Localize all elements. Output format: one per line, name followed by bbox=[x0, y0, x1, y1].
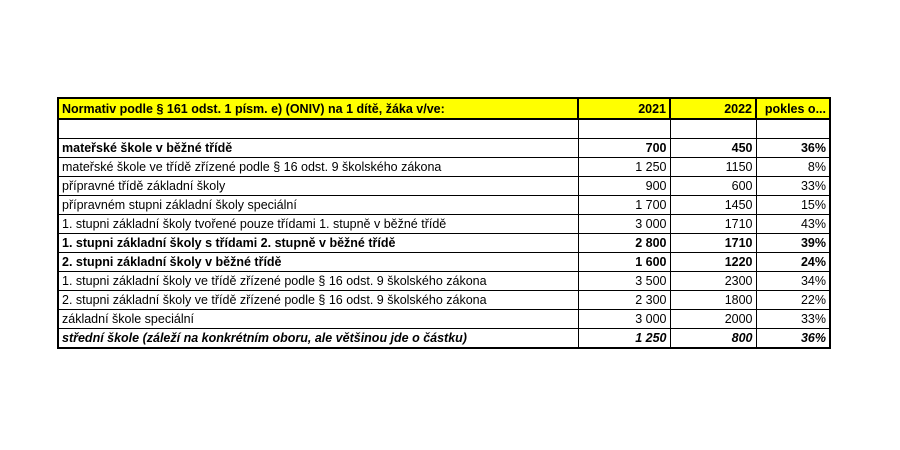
row-value-2021 bbox=[578, 119, 670, 139]
row-label: 1. stupni základní školy s třídami 2. stupně v běžné třídě bbox=[58, 234, 578, 253]
table-row bbox=[58, 253, 830, 272]
header-2021: 2021 bbox=[578, 98, 670, 119]
row-pokles: 36% bbox=[756, 329, 830, 349]
row-pokles: 43% bbox=[756, 215, 830, 234]
header-pokles: pokles o... bbox=[756, 98, 830, 119]
row-value-2022: 1150 bbox=[670, 158, 756, 177]
table-row bbox=[58, 310, 830, 329]
row-value-2022: 600 bbox=[670, 177, 756, 196]
table-body bbox=[58, 98, 830, 348]
row-label: 1. stupni základní školy tvořené pouze třídami 1. stupně v běžné třídě bbox=[58, 215, 578, 234]
row-pokles: 34% bbox=[756, 272, 830, 291]
row-value-2022 bbox=[670, 119, 756, 139]
table-row bbox=[58, 272, 830, 291]
header-label: Normativ podle § 161 odst. 1 písm. e) (ONIV) na 1 dítě, žáka v/ve: bbox=[58, 98, 578, 119]
table-row bbox=[58, 139, 830, 158]
row-label bbox=[58, 119, 578, 139]
row-pokles: 15% bbox=[756, 196, 830, 215]
row-value-2022: 1800 bbox=[670, 291, 756, 310]
row-label: přípravné třídě základní školy bbox=[58, 177, 578, 196]
row-value-2021: 700 bbox=[578, 139, 670, 158]
row-value-2022: 1710 bbox=[670, 215, 756, 234]
row-value-2022: 2000 bbox=[670, 310, 756, 329]
header-2022: 2022 bbox=[670, 98, 756, 119]
table-row bbox=[58, 196, 830, 215]
row-pokles: 33% bbox=[756, 177, 830, 196]
row-label: střední škole (záleží na konkrétním oboru, ale většinou jde o částku) bbox=[58, 329, 578, 349]
normativ-table bbox=[57, 97, 831, 349]
row-value-2021: 1 600 bbox=[578, 253, 670, 272]
table-row bbox=[58, 158, 830, 177]
row-value-2021: 2 300 bbox=[578, 291, 670, 310]
row-value-2021: 2 800 bbox=[578, 234, 670, 253]
row-value-2021: 1 250 bbox=[578, 329, 670, 349]
table-row bbox=[58, 234, 830, 253]
row-label: 2. stupni základní školy ve třídě zřízené podle § 16 odst. 9 školského zákona bbox=[58, 291, 578, 310]
row-pokles: 39% bbox=[756, 234, 830, 253]
row-label: mateřské škole v běžné třídě bbox=[58, 139, 578, 158]
row-label: 1. stupni základní školy ve třídě zřízené podle § 16 odst. 9 školského zákona bbox=[58, 272, 578, 291]
row-label: základní škole speciální bbox=[58, 310, 578, 329]
row-label: 2. stupni základní školy v běžné třídě bbox=[58, 253, 578, 272]
table-row bbox=[58, 215, 830, 234]
row-pokles: 33% bbox=[756, 310, 830, 329]
row-pokles: 24% bbox=[756, 253, 830, 272]
header-row bbox=[58, 98, 830, 119]
table-row bbox=[58, 177, 830, 196]
row-value-2022: 1220 bbox=[670, 253, 756, 272]
row-label: mateřské škole ve třídě zřízené podle § 16 odst. 9 školského zákona bbox=[58, 158, 578, 177]
row-value-2021: 3 000 bbox=[578, 215, 670, 234]
table-row bbox=[58, 329, 830, 349]
row-value-2021: 3 000 bbox=[578, 310, 670, 329]
row-label: přípravném stupni základní školy speciální bbox=[58, 196, 578, 215]
table-row bbox=[58, 119, 830, 139]
row-value-2022: 1710 bbox=[670, 234, 756, 253]
row-value-2021: 3 500 bbox=[578, 272, 670, 291]
row-pokles: 22% bbox=[756, 291, 830, 310]
row-value-2022: 2300 bbox=[670, 272, 756, 291]
row-value-2022: 1450 bbox=[670, 196, 756, 215]
row-value-2022: 800 bbox=[670, 329, 756, 349]
table-row bbox=[58, 291, 830, 310]
row-pokles: 8% bbox=[756, 158, 830, 177]
row-value-2021: 1 700 bbox=[578, 196, 670, 215]
row-value-2021: 900 bbox=[578, 177, 670, 196]
row-pokles bbox=[756, 119, 830, 139]
row-value-2022: 450 bbox=[670, 139, 756, 158]
row-pokles: 36% bbox=[756, 139, 830, 158]
row-value-2021: 1 250 bbox=[578, 158, 670, 177]
